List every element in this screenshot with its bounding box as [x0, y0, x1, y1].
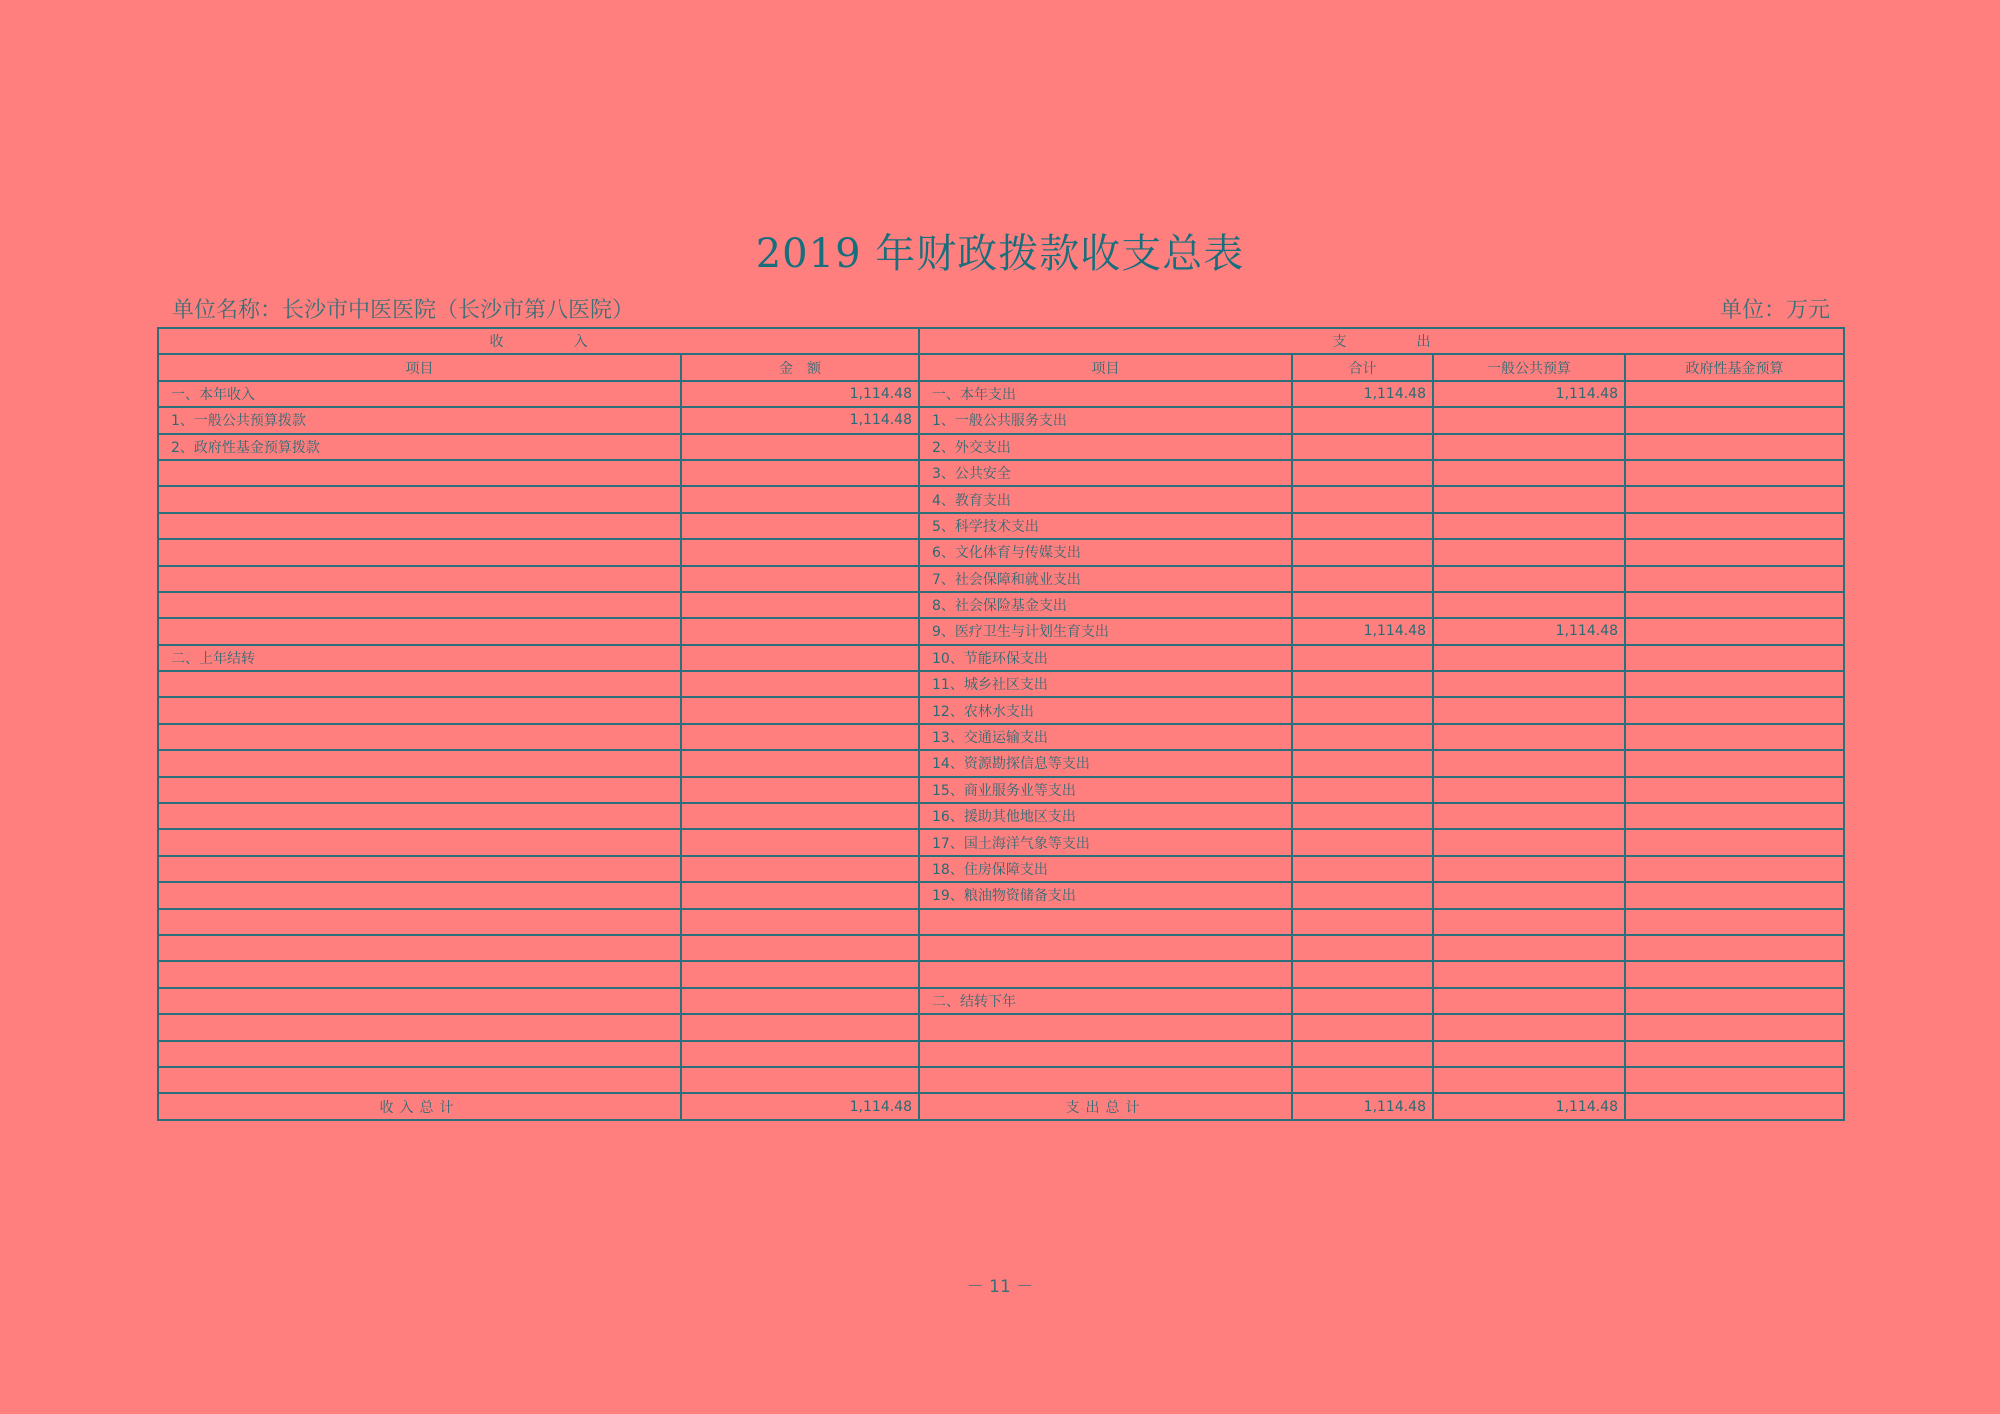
fund-budget-cell [1625, 909, 1844, 935]
expense-item-cell: 18、住房保障支出 [919, 856, 1292, 882]
income-group-header: 收 入 [158, 328, 919, 354]
income-amount-cell [681, 909, 919, 935]
income-item-cell [158, 882, 681, 908]
income-amount-cell: 1,114.48 [681, 381, 919, 407]
fund-budget-cell [1625, 566, 1844, 592]
fund-budget-cell [1625, 882, 1844, 908]
expense-item-cell: 3、公共安全 [919, 460, 1292, 486]
income-item-cell [158, 961, 681, 987]
general-budget-cell [1433, 407, 1625, 433]
income-item-cell: 一、本年收入 [158, 381, 681, 407]
income-amount-cell [681, 618, 919, 644]
total-cell [1292, 671, 1433, 697]
expense-item-header: 项目 [919, 354, 1292, 380]
expense-item-cell: 11、城乡社区支出 [919, 671, 1292, 697]
fund-budget-cell [1625, 671, 1844, 697]
fund-budget-cell [1625, 434, 1844, 460]
total-cell [1292, 988, 1433, 1014]
income-item-cell [158, 1014, 681, 1040]
total-cell [1292, 777, 1433, 803]
expense-item-cell: 19、粮油物资储备支出 [919, 882, 1292, 908]
general-budget-cell [1433, 1041, 1625, 1067]
table-row [158, 434, 1844, 460]
general-budget-cell [1433, 1067, 1625, 1093]
fund-budget-cell [1625, 935, 1844, 961]
general-budget-cell: 1,114.48 [1433, 381, 1625, 407]
fund-budget-total [1625, 1093, 1844, 1119]
income-item-cell [158, 566, 681, 592]
fund-budget-cell [1625, 618, 1844, 644]
income-amount-cell [681, 724, 919, 750]
general-budget-cell [1433, 671, 1625, 697]
total-cell [1292, 750, 1433, 776]
income-item-cell [158, 671, 681, 697]
expense-item-cell: 12、农林水支出 [919, 697, 1292, 723]
general-budget-cell [1433, 750, 1625, 776]
expense-total-amount: 1,114.48 [1292, 1093, 1433, 1119]
expense-item-cell: 6、文化体育与传媒支出 [919, 539, 1292, 565]
total-cell [1292, 592, 1433, 618]
fund-budget-cell [1625, 407, 1844, 433]
expense-group-header: 支 出 [919, 328, 1844, 354]
income-item-cell [158, 513, 681, 539]
header-row [158, 354, 1844, 380]
table-row [158, 592, 1844, 618]
general-budget-cell [1433, 645, 1625, 671]
expense-total-label: 支出总计 [919, 1093, 1292, 1119]
income-amount-cell [681, 434, 919, 460]
table-row [158, 381, 1844, 407]
income-amount-cell [681, 671, 919, 697]
budget-table [157, 327, 1845, 1121]
total-cell: 1,114.48 [1292, 618, 1433, 644]
general-budget-total: 1,114.48 [1433, 1093, 1625, 1119]
general-budget-cell [1433, 1014, 1625, 1040]
income-item-cell [158, 697, 681, 723]
total-cell [1292, 1014, 1433, 1040]
income-amount-cell [681, 460, 919, 486]
general-budget-cell [1433, 988, 1625, 1014]
income-total-amount: 1,114.48 [681, 1093, 919, 1119]
income-item-cell [158, 1067, 681, 1093]
total-cell [1292, 434, 1433, 460]
expense-item-cell [919, 1041, 1292, 1067]
total-cell: 1,114.48 [1292, 381, 1433, 407]
table-row [158, 829, 1844, 855]
total-cell [1292, 566, 1433, 592]
expense-item-cell: 9、医疗卫生与计划生育支出 [919, 618, 1292, 644]
fund-budget-cell [1625, 1041, 1844, 1067]
table-body [158, 328, 1844, 1120]
general-budget-cell [1433, 697, 1625, 723]
income-amount-cell [681, 777, 919, 803]
total-header: 合计 [1292, 354, 1433, 380]
expense-item-cell: 10、节能环保支出 [919, 645, 1292, 671]
income-item-cell: 1、一般公共预算拨款 [158, 407, 681, 433]
fund-budget-cell [1625, 539, 1844, 565]
fund-budget-cell [1625, 645, 1844, 671]
income-item-cell [158, 935, 681, 961]
table-row [158, 486, 1844, 512]
general-budget-cell [1433, 909, 1625, 935]
fund-budget-cell [1625, 460, 1844, 486]
income-item-cell [158, 856, 681, 882]
expense-item-cell: 15、商业服务业等支出 [919, 777, 1292, 803]
unit-label: 单位：万元 [1719, 298, 1830, 323]
income-item-header: 项目 [158, 354, 681, 380]
income-item-cell: 2、政府性基金预算拨款 [158, 434, 681, 460]
table-row [158, 1067, 1844, 1093]
expense-item-cell: 1、一般公共服务支出 [919, 407, 1292, 433]
total-cell [1292, 539, 1433, 565]
fund-budget-cell [1625, 829, 1844, 855]
expense-item-cell: 二、结转下年 [919, 988, 1292, 1014]
fund-budget-cell [1625, 777, 1844, 803]
expense-item-cell: 2、外交支出 [919, 434, 1292, 460]
income-amount-cell [681, 803, 919, 829]
table-row [158, 1041, 1844, 1067]
income-amount-cell [681, 566, 919, 592]
income-item-cell [158, 988, 681, 1014]
income-item-cell [158, 592, 681, 618]
table-row [158, 961, 1844, 987]
table-row [158, 856, 1844, 882]
total-cell [1292, 1041, 1433, 1067]
general-budget-cell [1433, 829, 1625, 855]
income-amount-cell [681, 486, 919, 512]
table-row [158, 618, 1844, 644]
general-budget-cell [1433, 777, 1625, 803]
total-cell [1292, 803, 1433, 829]
table-row [158, 935, 1844, 961]
general-budget-cell [1433, 856, 1625, 882]
table-row [158, 539, 1844, 565]
table-row [158, 513, 1844, 539]
table-row [158, 697, 1844, 723]
income-item-cell [158, 539, 681, 565]
general-budget-cell [1433, 803, 1625, 829]
expense-item-cell [919, 961, 1292, 987]
fund-budget-cell [1625, 697, 1844, 723]
income-amount-cell [681, 645, 919, 671]
fund-budget-cell [1625, 1014, 1844, 1040]
total-cell [1292, 829, 1433, 855]
fund-budget-cell [1625, 750, 1844, 776]
general-budget-cell [1433, 882, 1625, 908]
expense-item-cell [919, 1014, 1292, 1040]
general-budget-cell [1433, 539, 1625, 565]
table-row [158, 909, 1844, 935]
table-row [158, 460, 1844, 486]
fund-budget-cell [1625, 592, 1844, 618]
income-item-cell [158, 486, 681, 512]
table-row [158, 1014, 1844, 1040]
expense-item-cell: 13、交通运输支出 [919, 724, 1292, 750]
table-row [158, 407, 1844, 433]
income-item-cell [158, 460, 681, 486]
general-budget-cell: 1,114.48 [1433, 618, 1625, 644]
income-amount-cell: 1,114.48 [681, 407, 919, 433]
total-cell [1292, 513, 1433, 539]
table-row [158, 777, 1844, 803]
income-amount-cell [681, 935, 919, 961]
expense-item-cell [919, 909, 1292, 935]
general-budget-cell [1433, 724, 1625, 750]
income-amount-cell [681, 592, 919, 618]
table-row [158, 988, 1844, 1014]
expense-item-cell: 7、社会保障和就业支出 [919, 566, 1292, 592]
fund-budget-header: 政府性基金预算 [1625, 354, 1844, 380]
expense-item-cell: 17、国土海洋气象等支出 [919, 829, 1292, 855]
general-budget-cell [1433, 513, 1625, 539]
income-item-cell [158, 829, 681, 855]
expense-item-cell [919, 935, 1292, 961]
fund-budget-cell [1625, 856, 1844, 882]
income-item-cell [158, 750, 681, 776]
income-amount-cell [681, 1041, 919, 1067]
fund-budget-cell [1625, 724, 1844, 750]
income-amount-cell [681, 882, 919, 908]
income-item-cell [158, 777, 681, 803]
general-budget-cell [1433, 961, 1625, 987]
fund-budget-cell [1625, 988, 1844, 1014]
income-amount-cell [681, 829, 919, 855]
total-cell [1292, 961, 1433, 987]
table-row [158, 645, 1844, 671]
page-number: － 11 － [966, 1277, 1034, 1297]
total-cell [1292, 460, 1433, 486]
general-budget-cell [1433, 935, 1625, 961]
general-budget-cell [1433, 486, 1625, 512]
income-amount-cell [681, 539, 919, 565]
general-budget-cell [1433, 592, 1625, 618]
income-item-cell: 二、上年结转 [158, 645, 681, 671]
expense-item-cell: 一、本年支出 [919, 381, 1292, 407]
fund-budget-cell [1625, 961, 1844, 987]
expense-item-cell: 4、教育支出 [919, 486, 1292, 512]
income-item-cell [158, 618, 681, 644]
table-row [158, 724, 1844, 750]
general-budget-cell [1433, 566, 1625, 592]
fund-budget-cell [1625, 381, 1844, 407]
income-total-label: 收入总计 [158, 1093, 681, 1119]
fund-budget-cell [1625, 486, 1844, 512]
expense-item-cell: 16、援助其他地区支出 [919, 803, 1292, 829]
income-amount-cell [681, 513, 919, 539]
income-amount-cell [681, 988, 919, 1014]
income-amount-header: 金 额 [681, 354, 919, 380]
total-cell [1292, 935, 1433, 961]
total-cell [1292, 407, 1433, 433]
income-amount-cell [681, 1014, 919, 1040]
income-item-cell [158, 1041, 681, 1067]
expense-item-cell: 5、科学技术支出 [919, 513, 1292, 539]
total-cell [1292, 909, 1433, 935]
fund-budget-cell [1625, 513, 1844, 539]
fund-budget-cell [1625, 803, 1844, 829]
table-row [158, 566, 1844, 592]
general-budget-header: 一般公共预算 [1433, 354, 1625, 380]
expense-item-cell [919, 1067, 1292, 1093]
table-row [158, 671, 1844, 697]
income-item-cell [158, 909, 681, 935]
total-cell [1292, 1067, 1433, 1093]
total-cell [1292, 645, 1433, 671]
header-group-row [158, 328, 1844, 354]
income-amount-cell [681, 961, 919, 987]
income-amount-cell [681, 856, 919, 882]
income-item-cell [158, 803, 681, 829]
income-amount-cell [681, 750, 919, 776]
table-row [158, 750, 1844, 776]
expense-item-cell: 14、资源勘探信息等支出 [919, 750, 1292, 776]
total-cell [1292, 486, 1433, 512]
total-cell [1292, 697, 1433, 723]
general-budget-cell [1433, 460, 1625, 486]
income-item-cell [158, 724, 681, 750]
total-cell [1292, 882, 1433, 908]
income-amount-cell [681, 1067, 919, 1093]
unit-name: 单位名称：长沙市中医医院（长沙市第八医院） [172, 298, 635, 323]
totals-row [158, 1093, 1844, 1119]
table-row [158, 803, 1844, 829]
page-title: 2019 年财政拨款收支总表 [755, 231, 1245, 277]
table-row [158, 882, 1844, 908]
income-amount-cell [681, 697, 919, 723]
fund-budget-cell [1625, 1067, 1844, 1093]
expense-item-cell: 8、社会保险基金支出 [919, 592, 1292, 618]
total-cell [1292, 724, 1433, 750]
total-cell [1292, 856, 1433, 882]
general-budget-cell [1433, 434, 1625, 460]
